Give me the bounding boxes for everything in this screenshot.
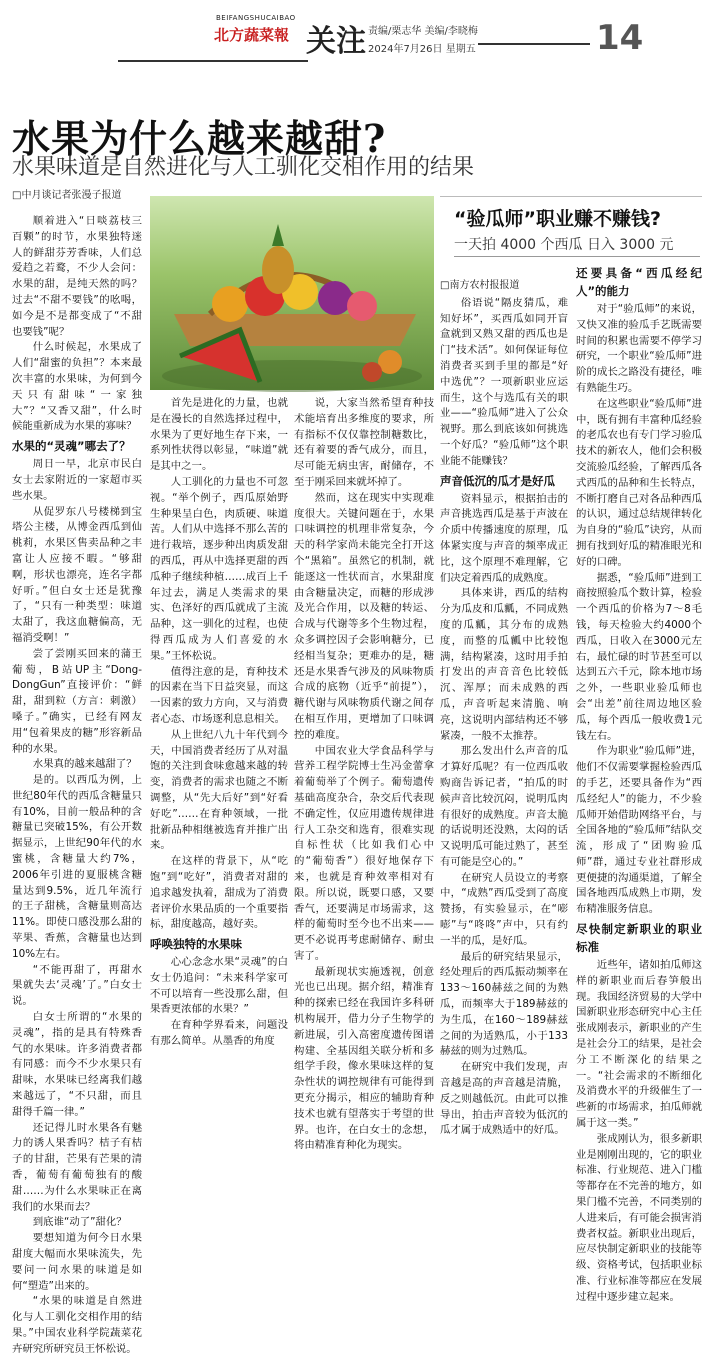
- paragraph: 从促罗东八号楼梯到宝塔公主楼，从博金西瓜到仙桃莉，水果区售卖品种之丰富让人应接不暇。“够甜啊，形状也漂亮，连名字都好听。”但白女士还是犹豫了，“只有一种类型：味道太甜了，我这血糖偏高，无福消受啊！”: [12, 505, 142, 644]
- paragraph: 据悉，“验瓜师”进到工商按照验瓜个数计算，检验一个西瓜的价格为7～8毛钱，每天检验大约4000个西瓜，日收入在3000元左右，最忙碌的时节甚至可以达到五六千元，除本地市场之外，一些职业验瓜师也会“出差”前往周边地区验瓜，每个西瓜一般收费1元钱左右。: [576, 571, 702, 742]
- paragraph: 周日一早，北京市民白女士去家附近的一家超市买些水果。: [12, 458, 142, 502]
- headline: 水果为什么越来越甜?: [12, 116, 387, 161]
- paragraph: 说，大家当然希望育种技术能培育出多维度的要求，所有指标不仅仅靠控制糖数比，还有着要的香气成分，而且，尽可能无病虫害，耐储存，不至于刚采回来就坏掉了。: [294, 397, 434, 488]
- sidebar-top-rule: [440, 196, 702, 197]
- paragraph: 作为职业“验瓜师”进，他们不仅需要掌握检验西瓜的手艺，还要具备作为“西瓜经纪人”的能力，不少验瓜师开始借助网络平台，与全国各地的“验瓜师”结队交流，形成了“团购验瓜师”群，通过专业社群形成更便捷的沟通渠道，了解全国各地西瓜成熟上市期，发布精准服务信息。: [576, 745, 702, 916]
- logo-pinyin: BEIFANGSHUCAIBAO: [216, 14, 296, 22]
- paragraph: 具体来讲，西瓜的结构分为瓜皮和瓜瓤，不同成熟度的瓜瓤，其分布的成熟度，而整的瓜瓤中比较饱满，结构紧凑，这时用手拍打发出的声音音色比较低沉、浑厚；而未成熟的西瓜，声音听起来清脆、响亮，这说明内部结构还不够紧凑，一般不太推荐。: [440, 587, 568, 742]
- section-heading: 尽快制定新职业的职业标准: [576, 922, 702, 955]
- paragraph: 是的。以西瓜为例，上世纪80年代的西瓜含糖量只有10%，目前一般品种的含糖量已突破15%，有公开数据显示，上世纪90年代的水蜜桃，含糖量大约7%，2006年引进的夏服桃含糖量达到9.5%，近几年流行的王子甜桃，含糖量则高达11%。即使口感没那么甜的苹果、香蕉，含糖量也达到10%左右。: [12, 774, 142, 960]
- paragraph: 最后的研究结果显示，经处理后的西瓜振动频率在133～160赫兹之间的为熟瓜，而频率大于189赫兹的为生瓜，在160～189赫兹之间的为适熟瓜，小于133赫兹的则为过熟瓜。: [440, 950, 568, 1058]
- paragraph: 资料显示，根据拍击的声音挑选西瓜是基于声波在介质中传播速度的原理，瓜体紧实度与声音的频率成正比，这个原理不难理解，它们决定着西瓜的成熟度。: [440, 492, 568, 584]
- masthead-rule-right: [478, 43, 590, 45]
- paragraph: 从上世纪八九十年代到今天，中国消费者经历了从对温饱的关注到食味愈越来越的转变，消费者的需求也随之不断调整，从“先大后好”到“好看好吃”……在育种领域，一批批新品种相继被选育并推广出来。: [150, 728, 288, 852]
- newspaper-logo: 北方蔬菜報: [214, 26, 290, 44]
- paragraph: 在这些职业“验瓜师”进中，既有拥有丰富种瓜经验的老瓜农也有专门学习验瓜技术的新农人，他们会积极交流验瓜经验，了解西瓜各式西瓜的品种和生长特点，不断打磨自己对各品种西瓜的认识，通过总结规律转化为自身的“验瓜”诀窍，从而拥有找到好瓜的精准眼光和好的口碑。: [576, 397, 702, 568]
- paragraph: 中国农业大学食品科学与营养工程学院博士生冯金蕾拿着葡萄举了个例子。葡萄遗传基础高度杂合，杂交后代表现不确定性，仅应用遗传规律进行人工杂交和选育，很难实现自标性状（比如我们心中的“葡萄香”）很好地保存下来，也就是育种效率相对有限。所以说，既要口感，又要香气，还要满足市场需求，这样的葡萄时至今也不出来——更不必说再考虑耐储存、耐虫害了。: [294, 744, 434, 962]
- article-column-2: [150, 396, 288, 1060]
- section-heading: 还要具备“西瓜经纪人”的能力: [576, 266, 702, 298]
- fruit-basket-illustration: [150, 196, 434, 390]
- paragraph: 心心念念水果“灵魂”的白女士仍追问：“未来科学家可不可以培育一些没那么甜，但果香更浓郁的水果？”: [150, 956, 288, 1016]
- paragraph: 在研究人员设立的考察中，“成熟”西瓜受到了高度赞扬，有实验显示，在“嘭嘭”与“咚咚”声中，只有约一半的瓜，是好瓜。: [440, 871, 568, 947]
- page-number: 14: [596, 18, 644, 58]
- editor-credits: 责编/栗志华 美编/李晓梅: [368, 26, 478, 37]
- paragraph: 然而，这在现实中实现难度很大。关键问题在于，水果口味调控的机理非常复杂，今天的科学家尚未能完全打开这个“黑箱”。虽然它的机制，就能逐这一性状而言，水果甜度由含糖量决定，而糖的形成涉及光合作用，以及糖的转运、合成与代谢等多个生物过程，众多调控因子会影响糖分，已经相当复杂；更难办的是，糖还是水果香气涉及的风味物质合成的底物（近乎“前提”），糖代谢与风味物质代谢之间存在相互作用，更增加了口味调控的难度。: [294, 491, 434, 741]
- section-heading: 水果的“灵魂”哪去了？: [12, 439, 131, 454]
- section-heading: 呼唤独特的水果味: [150, 937, 242, 952]
- paragraph: “水果的味道是自然进化与人工驯化交相作用的结果。”中国农业科学院蔬菜花卉研究所研究员王怀松说。: [12, 1295, 142, 1355]
- sidebar-divider: [454, 256, 700, 257]
- paragraph: 近些年，诸如拍瓜师这样的新职业而后春笋般出现。我国经济贸易的大学中国新职业形态研究中心主任张成刚表示，新职业的产生是社会分工的结果，是社会分工不断深化的结果之一。“社会需求的不断细化及消费水平的升级催生了一些新的市场需求，拍瓜师就属于这一类。”: [576, 959, 702, 1130]
- paragraph: “不能再甜了，再甜水果就失去‘灵魂’了。”白女士说。: [12, 963, 142, 1008]
- issue-date: 2024年7月26日 星期五: [368, 44, 476, 55]
- byline: □中月谈记者张漫子报道: [12, 190, 122, 201]
- paragraph: 到底谁“动了”甜化？: [32, 1216, 127, 1229]
- sidebar-column-2: [576, 262, 702, 1303]
- article-column-3: [294, 396, 434, 1152]
- paragraph: 值得注意的是，育种技术的因素在当下日益突显，而这一因素的致力方向，又与消费者心态、市场逐利息息相关。: [150, 665, 288, 725]
- sidebar-subtitle: 一天拍 4000 个西瓜 日入 3000 元: [454, 237, 674, 253]
- subheadline: 水果味道是自然进化与人工驯化交相作用的结果: [12, 155, 475, 180]
- paragraph: 最新现状实施透视，创意光也已出现。据介绍，精准育种的探索已经在我国许多科研机构展开，借力分子生物学的新进展，引入高密度遗传图谱构建、全基因组关联分析和多组学手段，像水果味这样的复杂性状的调控规律有可能得到更充分揭示，相应的辅助育种技术也就有望落实于考望的世界。也许，在白女士的念想，将由精准育种化为现实。: [294, 965, 434, 1152]
- paragraph: 顺着进入“日啖荔枝三百颗”的时节，水果独特迷人的鲜甜芬芳香味，人们总爱趋之若鹜，不少人会问：水果的甜，是纯天然的吗？过去“不甜不要钱”的吆喝，如今是不是都变成了“不甜也要钱”呢？: [12, 215, 142, 338]
- section-heading: 声音低沉的瓜才是好瓜: [440, 473, 555, 488]
- paragraph: 在育种学界看来，问题没有那么简单。从墨香的角度: [150, 1019, 288, 1048]
- sidebar-byline: □南方农村报报道: [440, 280, 520, 291]
- paragraph: 那么发出什么声音的瓜才算好瓜呢？有一位西瓜收购商告诉记者，“拍瓜的时候声音比较沉闷，说明瓜肉有很好的成熟度。声音太脆的话说明还没熟，太闷的话又说明瓜可能过熟了，甚至有可能是空心的。”: [440, 745, 568, 868]
- fruit-basket-photo: [150, 196, 434, 390]
- section-title: 关注: [306, 24, 366, 59]
- paragraph: 水果真的越来越甜了？: [32, 758, 137, 771]
- paragraph: 首先是进化的力量，也就是在漫长的自然选择过程中，水果为了更好地生存下来，一系列性状得以彰显，“味道”就是其中之一。: [150, 397, 288, 473]
- paragraph: 什么时候起，水果成了人们“甜蜜的负担”？本来最次丰富的水果味，为何到今天只有甜味“一家独大”？“又香又甜”，什么时候能重新成为水果的寡味？: [12, 341, 142, 433]
- masthead-rule-left: [118, 60, 308, 62]
- paragraph: 对于“验瓜师”的来说，又快又准的验瓜手艺既需要时间的积累也需要不停学习研究，一个职业“验瓜师”进阶的成长之路没有捷径，唯有熟能生巧。: [576, 303, 702, 394]
- paragraph: 尝了尝刚买回来的蒲王葡萄，B站UP主“Dong-DongGun”直接评价：“鲜甜，甜到粒（方言：刺激）嗓子。”确实，已经有网友用“包着果皮的糖”形容新品种的水果。: [12, 647, 142, 755]
- paragraph: 张成刚认为，很多新职业是刚刚出现的，它的职业标准、行业规范、进入门槛等都存在不完善的地方，如果门槛不完善，不同类别的人进来后，有可能会损害消费者权益。新职业出现后，应尽快制定新职业的技能等级、资格考试，包括职业标准、行业标准等都应在发展过程中逐步建立起来。: [576, 1132, 702, 1303]
- paragraph: 白女士所谓的“水果的灵魂”，指的是具有特殊香气的水果味。许多消费者都有同感：而今不少水果只有甜味，水果味已经离我们越来越远了，“不只甜，而且甜得千篇一律。”: [12, 1011, 142, 1118]
- paragraph: 在研究中我们发现，声音越是高的声音越是清脆，反之则越低沉。由此可以推导出，拍击声音较为低沉的瓜才属于成熟适中的好瓜。: [440, 1061, 568, 1137]
- sidebar-title: “验瓜师”职业赚不赚钱?: [454, 208, 661, 230]
- article-column-1: [12, 214, 142, 1355]
- masthead: [0, 0, 708, 66]
- sidebar-column-1: [440, 278, 568, 1137]
- paragraph: 要想知道为何今日水果甜度大幅而水果味流失，先要问一问水果的味道是如何“塑造”出来的。: [12, 1232, 142, 1292]
- paragraph: 在这样的背景下，从“吃饱”到“吃好”，消费者对甜的追求越发执着，甜成为了消费者评价水果品质的一个重要指标，甜度越高，越好卖。: [150, 855, 288, 931]
- paragraph: 人工驯化的力量也不可忽视。“举个例子，西瓜原始野生种果呈白色，肉质硬、味道苦。人们从中选择不那么苦的进行栽培，逐步种出肉质发甜的西瓜，再从中选择更甜的西瓜种子继续种植……成百上千年过去，满足人类需求的果实、色泽好的西瓜就成了主流品种，这一驯化的过程，也使得西瓜成为人们喜爱的水果。”王怀松说。: [150, 475, 288, 662]
- paragraph: 还记得儿时水果各有魅力的诱人果香吗？桔子有桔子的甘甜，芒果有芒果的清香，葡萄有葡萄独有的酸甜……为什么水果味正在离我们的水果而去？: [12, 1121, 142, 1213]
- paragraph: 俗语说“隔皮猜瓜，难知好坏”，买西瓜如同开盲盒就到又熟又甜的西瓜也是门“技术活”。如何保证每位消费者买到手里的都是“好中选优”？一项新职业应运而生，这个与选瓜有关的职业——“验瓜师”进入了公众视野。那么到底该如何挑选一个好瓜？“验瓜师”这个职业能不能赚钱？: [440, 296, 568, 467]
